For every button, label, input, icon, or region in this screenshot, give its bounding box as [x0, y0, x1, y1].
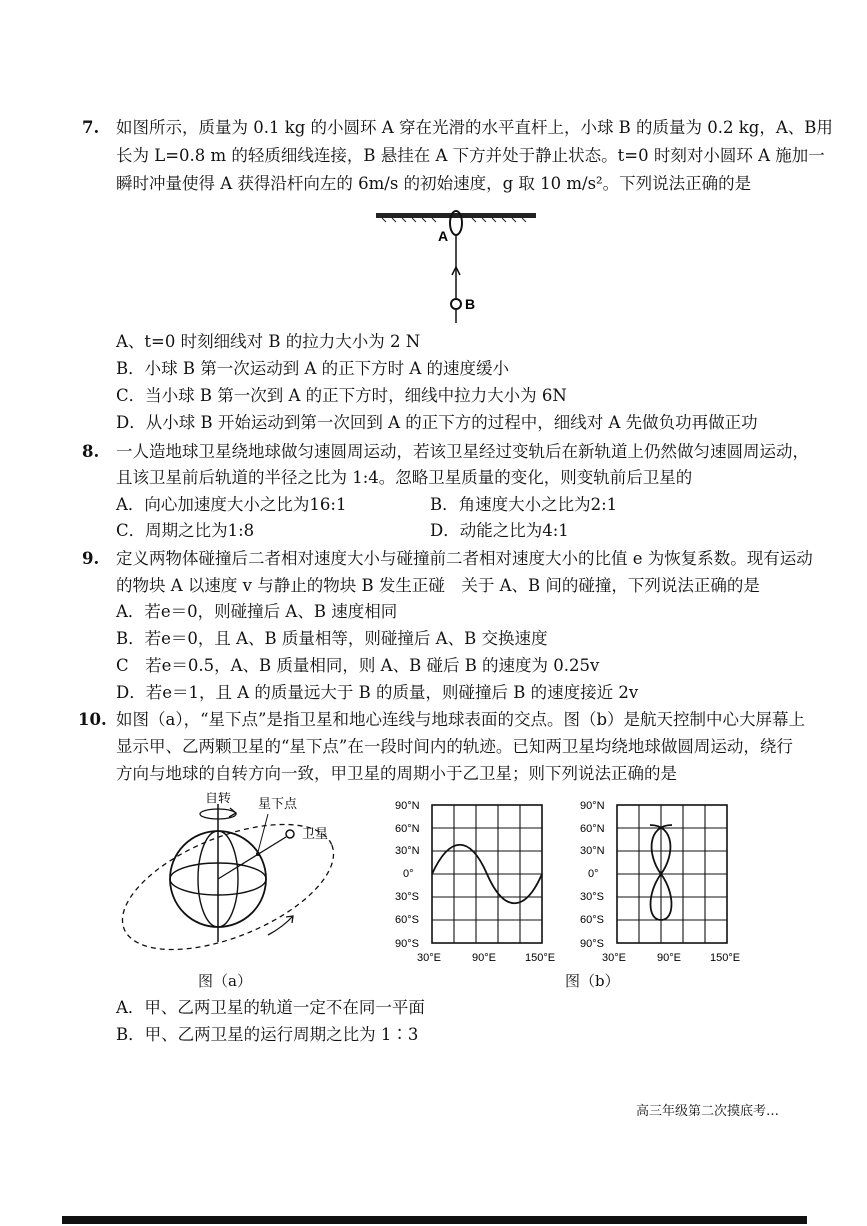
question-8-line-1: 一人造地球卫星绕地球做匀速圆周运动，若该卫星经过变轨后在新轨道上仍然做匀速圆周运动，	[116, 442, 809, 461]
svg-text:90°E: 90°E	[472, 952, 496, 964]
satellite	[286, 830, 294, 838]
svg-text:30°N: 30°N	[395, 845, 420, 857]
question-8-option-d: D．动能之比为4:1	[430, 521, 569, 540]
bottom-border	[62, 1216, 807, 1224]
question-8-number: 8.	[82, 442, 100, 461]
svg-text:30°E: 30°E	[602, 952, 626, 964]
svg-text:60°S: 60°S	[395, 914, 419, 926]
question-7-option-c: C．当小球 B 第一次到 A 的正下方时，细线中拉力大小为 6N	[116, 386, 567, 405]
question-10-line-3: 方向与地球的自转方向一致，甲卫星的周期小于乙卫星；则下列说法正确的是	[116, 764, 677, 783]
question-9-number: 9.	[82, 549, 100, 568]
svg-text:150°E: 150°E	[525, 952, 556, 964]
horizontal-rod	[376, 213, 536, 218]
figure-b-right-grid	[580, 795, 750, 965]
question-7-line-2: 长为 L=0.8 m 的轻质细线连接，B 悬挂在 A 下方并处于静止状态。t=0 时刻对小圆环 A 施加一	[116, 146, 825, 165]
svg-text:60°S: 60°S	[580, 914, 604, 926]
question-9-line-2: 的物块 A 以速度 v 与静止的物块 B 发生正碰 关于 A、B 间的碰撞，下列说法正确的是	[116, 576, 760, 595]
svg-text:90°N: 90°N	[395, 800, 420, 812]
svg-text:30°S: 30°S	[395, 891, 419, 903]
orbit	[118, 799, 351, 967]
question-7-line-3: 瞬时冲量使得 A 获得沿杆向左的 6m/s 的初始速度，g 取 10 m/s²。下列说法正确的是	[116, 174, 752, 193]
question-10-number: 10.	[78, 710, 107, 729]
question-7-option-b: B．小球 B 第一次运动到 A 的正下方时 A 的速度缓小	[116, 359, 510, 378]
question-9-option-b: B．若e＝0，且 A、B 质量相等，则碰撞后 A、B 交换速度	[116, 629, 548, 648]
figure-b-left-grid	[395, 795, 565, 965]
label-a: A	[438, 228, 449, 244]
svg-text:60°N: 60°N	[395, 823, 420, 835]
question-10-line-2: 显示甲、乙两颗卫星的“星下点”在一段时间内的轨迹。已知两卫星均绕地球做圆周运动，绕行	[116, 737, 793, 756]
y-axis-labels	[580, 800, 605, 950]
svg-text:90°S: 90°S	[580, 938, 604, 950]
svg-text:0°: 0°	[403, 868, 414, 880]
question-9-line-1: 定义两物体碰撞后二者相对速度大小与碰撞前二者相对速度大小的比值 e 为恢复系数。现有运动	[116, 549, 813, 568]
question-7-option-d: D．从小球 B 开始运动到第一次回到 A 的正下方的过程中，细线对 A 先做负功再做正功	[116, 413, 758, 432]
question-7-line-1: 如图所示，质量为 0.1 kg 的小圆环 A 穿在光滑的水平直杆上，小球 B 的质量为 0.2 kg，A、B用	[116, 118, 833, 137]
satellite-label: 卫星	[302, 826, 329, 841]
question-10-option-a: A．甲、乙两卫星的轨道一定不在同一平面	[116, 998, 425, 1017]
svg-text:0°: 0°	[588, 868, 599, 880]
label-b: B	[465, 296, 476, 312]
svg-text:30°N: 30°N	[580, 845, 605, 857]
y-axis-labels	[395, 800, 420, 950]
figure-a-caption: 图（a）	[198, 972, 252, 990]
svg-text:90°E: 90°E	[657, 952, 681, 964]
question-8-option-c: C．周期之比为1:8	[116, 521, 255, 540]
svg-text:90°N: 90°N	[580, 800, 605, 812]
question-8-option-b: B．角速度大小之比为2:1	[430, 495, 618, 514]
question-9-option-d: D．若e＝1，且 A 的质量远大于 B 的质量，则碰撞后 B 的速度接近 2v	[116, 683, 639, 702]
svg-text:30°E: 30°E	[417, 952, 441, 964]
question-10-line-1: 如图（a），“星下点”是指卫星和地心连线与地球表面的交点。图（b）是航天控制中心大屏幕上	[116, 710, 806, 729]
svg-text:150°E: 150°E	[710, 952, 741, 964]
question-10-option-b: B．甲、乙两卫星的运行周期之比为 1∶3	[116, 1025, 419, 1044]
question-7-figure	[372, 205, 542, 330]
ball-b	[451, 299, 461, 309]
svg-text:30°S: 30°S	[580, 891, 604, 903]
question-7-option-a: A、t=0 时刻细线对 B 的拉力大小为 2 N	[116, 332, 421, 351]
svg-text:90°S: 90°S	[395, 938, 419, 950]
subpoint-label: 星下点	[258, 796, 298, 811]
figure-b-caption: 图（b）	[565, 972, 620, 990]
question-9-option-c: C 若e＝0.5，A、B 质量相同，则 A、B 碰后 B 的速度为 0.25v	[116, 656, 600, 675]
question-9-option-a: A．若e＝0，则碰撞后 A、B 速度相同	[116, 602, 398, 621]
question-8-option-a: A．向心加速度大小之比为16:1	[116, 495, 347, 514]
question-7-number: 7.	[82, 118, 100, 137]
rotation-label: 自转	[205, 792, 232, 805]
figure-a-globe	[118, 792, 358, 967]
page-footer: 高三年级第二次摸底考…	[636, 1104, 780, 1119]
question-8-line-2: 且该卫星前后轨道的半径之比为 1:4。忽略卫星质量的变化，则变轨前后卫星的	[116, 468, 693, 487]
svg-text:60°N: 60°N	[580, 823, 605, 835]
